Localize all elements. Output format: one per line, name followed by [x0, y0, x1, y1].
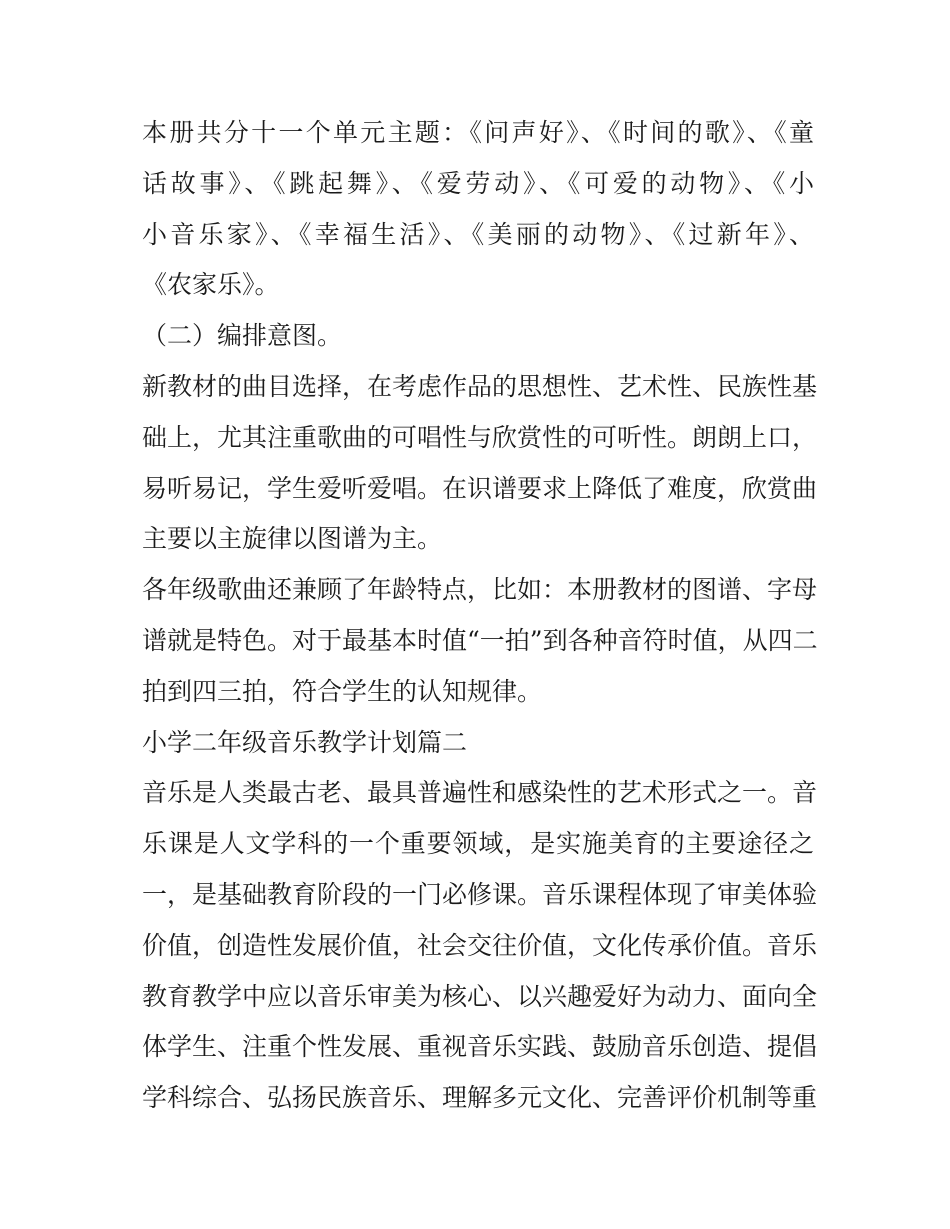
text-line: 新教材的曲目选择，在考虑作品的思想性、艺术性、民族性基 — [142, 371, 818, 401]
text-line: 主要以主旋律以图谱为主。 — [142, 524, 443, 554]
text-line: 一，是基础教育阶段的一门必修课。音乐课程体现了审美体验 — [142, 879, 818, 909]
text-line: 音乐是人类最古老、最具普遍性和感染性的艺术形式之一。音 — [142, 778, 818, 808]
text-line: 乐课是人文学科的一个重要领域，是实施美育的主要途径之 — [142, 829, 814, 859]
text-line: 教育教学中应以音乐审美为核心、以兴趣爱好为动力、面向全 — [142, 981, 818, 1011]
text-line: 体学生、注重个性发展、重视音乐实践、鼓励音乐创造、提倡 — [142, 1032, 818, 1062]
text-line: 《农家乐》。 — [142, 270, 280, 300]
text-line: 小音乐家》、《幸福生活》、《美丽的动物》、《过新年》、 — [142, 219, 814, 249]
section-heading: （二）编排意图。 — [142, 321, 343, 351]
text-line: 础上，尤其注重歌曲的可唱性与欣赏性的可听性。朗朗上口， — [142, 422, 818, 452]
text-line: 价值，创造性发展价值，社会交往价值，文化传承价值。音乐 — [142, 930, 818, 960]
text-line: 本册共分十一个单元主题：《问声好》、《时间的歌》、《童 — [142, 118, 814, 147]
text-line: 易听易记，学生爱听爱唱。在识谱要求上降低了难度，欣赏曲 — [142, 473, 818, 503]
text-line: 学科综合、弘扬民族音乐、理解多元文化、完善评价机制等重 — [142, 1083, 818, 1113]
section-title: 小学二年级音乐教学计划篇二 — [142, 727, 468, 757]
text-line: 拍到四三拍，符合学生的认知规律。 — [142, 676, 543, 706]
text-line: 谱就是特色。对于最基本时值“一拍”到各种音符时值，从四二 — [142, 625, 818, 655]
body-text — [142, 108, 818, 1124]
text-line: 各年级歌曲还兼顾了年龄特点，比如：本册教材的图谱、字母 — [142, 575, 818, 605]
text-line: 话故事》、《跳起舞》、《爱劳动》、《可爱的动物》、《小 — [142, 168, 814, 198]
